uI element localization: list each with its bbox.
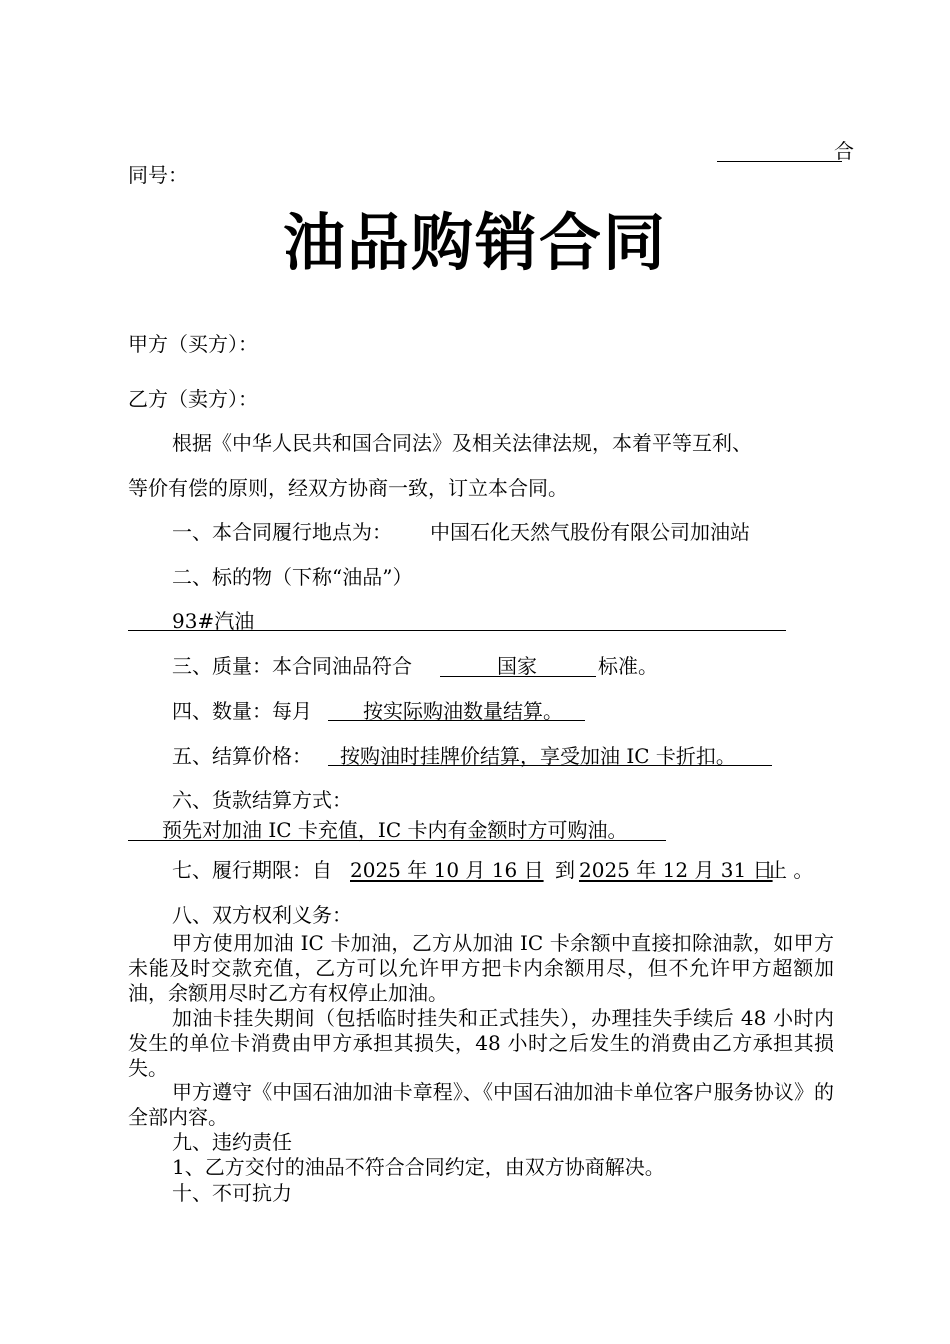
clause-6-value: 预先对加油 IC 卡充值，IC 卡内有金额时方可购油。 (162, 818, 628, 842)
clause-5-underline (328, 765, 772, 766)
clause-4-value: 按实际购油数量结算。 (363, 699, 563, 723)
clause-10-label: 十、不可抗力 (172, 1181, 292, 1205)
document-title: 油品购销合同 (282, 206, 667, 279)
contract-number-label-part1: 合 (834, 139, 854, 163)
clause-7-start-date: 2025 年 10 月 16 日 (350, 858, 544, 882)
clause-7-label: 七、履行期限：自 (172, 858, 332, 882)
clause-7-suffix: 止 。 (767, 858, 814, 882)
contract-number-label-part2: 同号： (128, 163, 188, 187)
clause-2-underline (128, 630, 786, 631)
clause-5-value: 按购油时挂牌价结算，享受加油 IC 卡折扣。 (340, 744, 736, 768)
clause-4-underline (328, 720, 585, 721)
clause-9-item-1: 1、乙方交付的油品不符合合同约定，由双方协商解决。 (172, 1155, 665, 1179)
clause-6-label: 六、货款结算方式： (172, 788, 352, 812)
clause-2-value: 93#汽油 (172, 609, 255, 633)
clause-8-paragraph-2: 加油卡挂失期间（包括临时挂失和正式挂失），办理挂失手续后 48 小时内发生的单位卡消费由甲方承担其损失，48 小时之后发生的消费由乙方承担其损失。 (128, 1006, 834, 1080)
clause-3-suffix: 标准。 (598, 654, 658, 678)
clause-7-end-date: 2025 年 12 月 31 日 (579, 858, 773, 882)
clause-4-label: 四、数量：每月 (172, 699, 312, 723)
party-b-label: 乙方（卖方）： (128, 387, 258, 411)
clause-3-label: 三、质量：本合同油品符合 (172, 654, 412, 678)
preamble-line-2: 等价有偿的原则，经双方协商一致，订立本合同。 (128, 476, 568, 500)
clause-5-label: 五、结算价格： (172, 744, 312, 768)
clause-8-label: 八、双方权利义务： (172, 903, 352, 927)
clause-7-to: 到 (555, 858, 575, 882)
preamble-line-1: 根据《中华人民共和国合同法》及相关法律法规，本着平等互利、 (172, 431, 752, 455)
clause-1-label: 一、本合同履行地点为： (172, 520, 392, 544)
contract-number-blank (717, 161, 842, 162)
clause-1-value: 中国石化天然气股份有限公司加油站 (430, 520, 750, 544)
clause-2-label: 二、标的物（下称“油品”） (172, 565, 413, 589)
clause-3-value: 国家 (497, 654, 537, 678)
party-a-label: 甲方（买方）： (128, 332, 258, 356)
clause-3-underline (440, 676, 596, 677)
clause-8-paragraph-1: 甲方使用加油 IC 卡加油，乙方从加油 IC 卡余额中直接扣除油款，如甲方未能及时交款充值，乙方可以允许甲方把卡内余额用尽，但不允许甲方超额加油，余额用尽时乙方有权停止加油。 (128, 931, 834, 1005)
clause-6-underline (128, 840, 666, 841)
clause-8-paragraph-3: 甲方遵守《中国石油加油卡章程》、《中国石油加油卡单位客户服务协议》的全部内容。 (128, 1080, 834, 1129)
clause-9-label: 九、违约责任 (172, 1130, 292, 1154)
